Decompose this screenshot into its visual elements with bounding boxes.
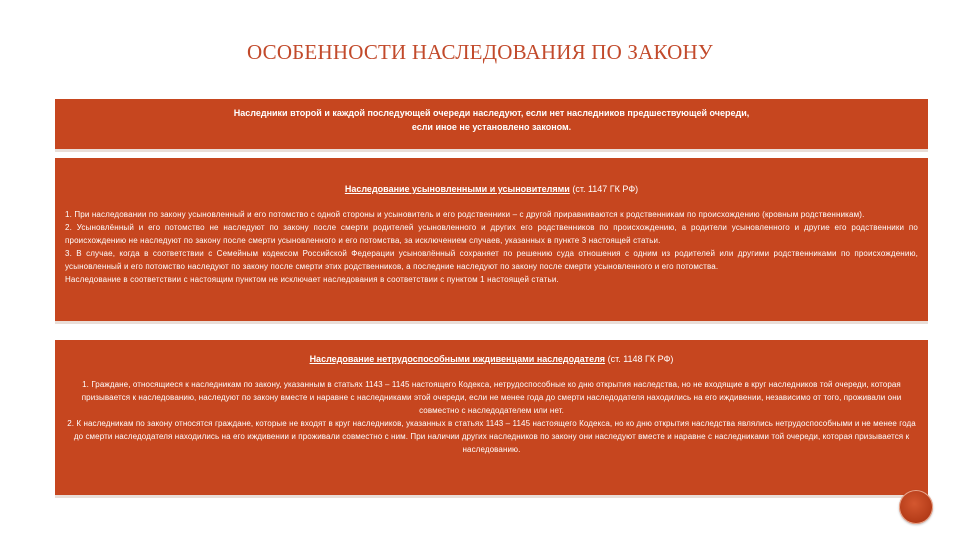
- dependents-heading-text: Наследование нетрудоспособными иждивенцами наследодателя: [309, 354, 606, 364]
- dependents-heading: [65, 354, 918, 364]
- adoption-article-ref: (ст. 1147 ГК РФ): [572, 184, 639, 194]
- adoption-body: [65, 208, 918, 286]
- page-title: ОСОБЕННОСТИ НАСЛЕДОВАНИЯ ПО ЗАКОНУ: [246, 40, 713, 64]
- rule-line-2: если иное не установлено законом.: [411, 122, 572, 132]
- dependents-article-ref: (ст. 1148 ГК РФ): [607, 354, 674, 364]
- adoption-paragraph-4: Наследование в соответствии с настоящим пунктом не исключает наследования в соответствии с пунктом 1 настоящей статьи.: [65, 275, 559, 284]
- adoption-panel: [55, 158, 928, 324]
- rule-panel: [55, 99, 928, 152]
- adoption-heading-text: Наследование усыновленными и усыновителями: [344, 184, 570, 194]
- dependents-paragraph-2: 2. К наследникам по закону относятся граждане, которые не входят в круг наследников, указанных в статьях 1143 – 1145 настоящего Кодекса, но ко дню открытия наследства являлись нетрудоспособными и не менее года до смерти наследодателя находились на его иждивении и проживали совместно с ним. При наличии других наследников по закону они наследуют вместе и наравне с наследниками той очереди, которая призывается к наследованию.: [67, 419, 916, 454]
- dependents-body: [65, 378, 918, 456]
- adoption-paragraph-1: 1. При наследовании по закону усыновленный и его потомство с одной стороны и усыновитель и его родственники – с другой приравниваются к родственникам по происхождению (кровным родственникам).: [65, 210, 865, 219]
- dependents-paragraph-1: 1. Граждане, относящиеся к наследникам по закону, указанным в статьях 1143 – 1145 настоящего Кодекса, нетрудоспособные ко дню открытия наследства, но не входящие в круг наследников той очереди, которая призывается к наследованию, наследуют по закону вместе и наравне с наследниками этой очереди, если не менее года до смерти наследодателя находились на его иждивении, независимо от того, проживали они совместно с наследодателем или нет.: [81, 380, 902, 415]
- rule-line-1: Наследники второй и каждой последующей очереди наследуют, если нет наследников предшествующей очереди,: [233, 108, 750, 118]
- dependents-panel: [55, 340, 928, 498]
- adoption-heading: [65, 184, 918, 194]
- rule-text: [65, 106, 918, 134]
- decorative-seal-icon: [899, 490, 933, 524]
- adoption-paragraph-3: 3. В случае, когда в соответствии с Семейным кодексом Российской Федерации усыновлённый сохраняет по решению суда отношения с одним из родителей или другими родственниками по происхождению, усыновленный и его потомство наследуют по закону после смерти этих родственников, а последние наследуют по закону после смерти усыновленного и его потомства.: [65, 249, 918, 271]
- adoption-paragraph-2: 2. Усыновлённый и его потомство не наследуют по закону после смерти родителей усыновленного и других его родственников по происхождению, а родители усыновленного и другие его родственники по происхождению не наследуют по закону после смерти усыновленного и его потомства, за исключением случаев, указанных в пункте 3 настоящей статьи.: [65, 223, 918, 245]
